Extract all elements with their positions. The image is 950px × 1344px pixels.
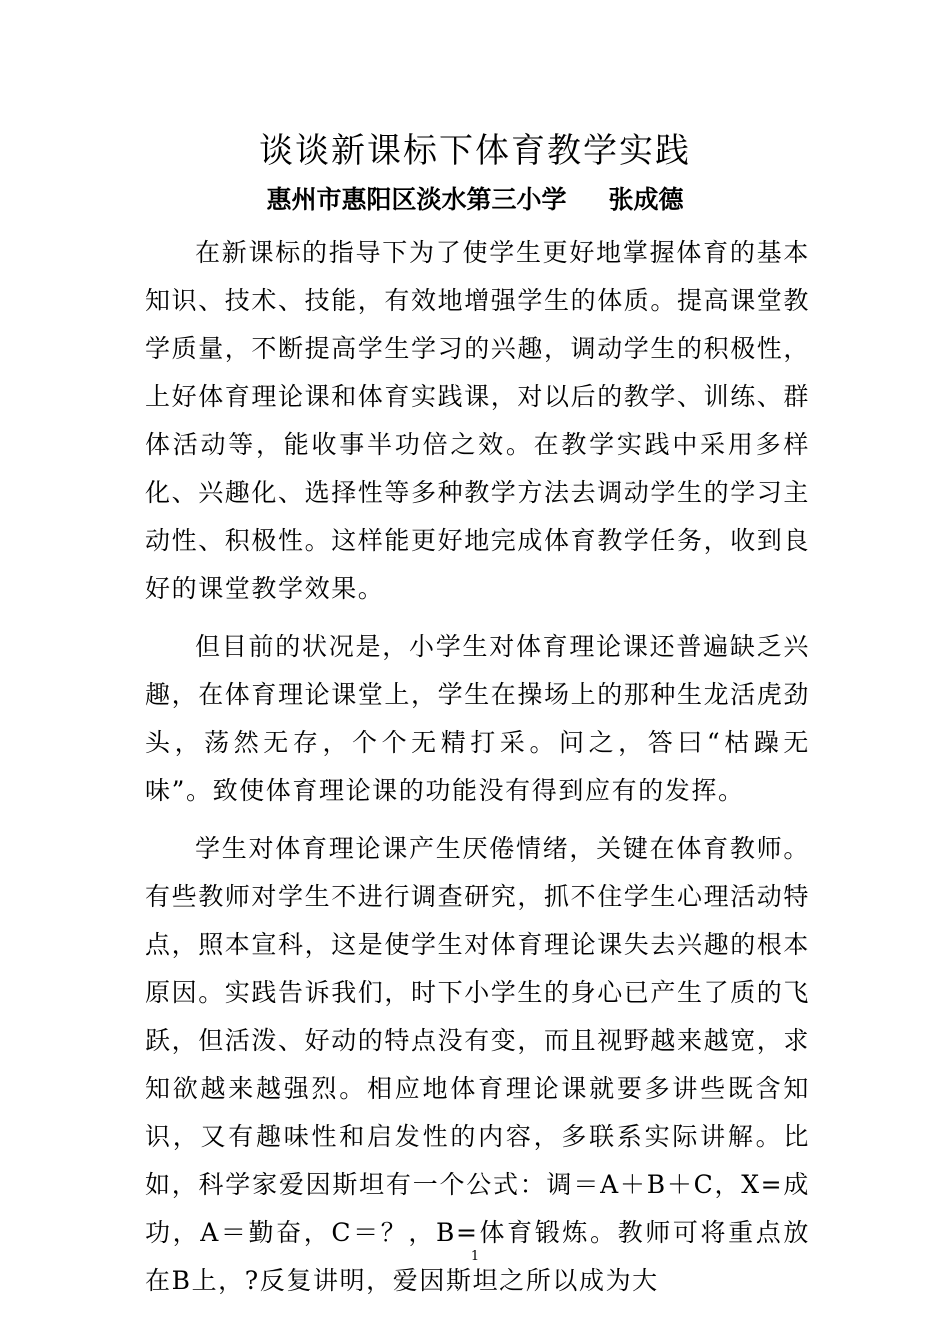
document-subtitle	[0, 180, 950, 220]
paragraph: 在新课标的指导下为了使学生更好地掌握体育的基本知识、技术、技能，有效地增强学生的体质。提高课堂教学质量，不断提高学生学习的兴趣，调动学生的积极性，上好体育理论课和体育实践课，对以后的教学、训练、群体活动等，能收事半功倍之效。在教学实践中采用多样化、兴趣化、选择性等多种教学方法去调动学生的学习主动性、积极性。这样能更好地完成体育教学任务，收到良好的课堂教学效果。	[145, 238, 811, 603]
document-body	[145, 229, 810, 1315]
page-number: 1	[470, 1249, 480, 1264]
author-name: 张成德	[608, 185, 684, 214]
school-name: 惠州市惠阳区淡水第三小学	[266, 185, 567, 214]
document-title: 谈谈新课标下体育教学实践	[259, 131, 691, 171]
paragraph: 但目前的状况是，小学生对体育理论课还普遍缺乏兴趣，在体育理论课堂上，学生在操场上的那种生龙活虎劲头，荡然无存，个个无精打采。问之，答曰“枯躁无味”。致使体育理论课的功能没有得到应有的发挥。	[145, 632, 811, 805]
paragraph: 学生对体育理论课产生厌倦情绪，关键在体育教师。有些教师对学生不进行调查研究，抓不住学生心理活动特点，照本宣科，这是使学生对体育理论课失去兴趣的根本原因。实践告诉我们，时下小学生的身心已产生了质的飞跃，但活泼、好动的特点没有变，而且视野越来越宽，求知欲越来越强烈。相应地体育理论课就要多讲些既含知识，又有趣味性和启发性的内容，多联系实际讲解。比如，科学家爱因斯坦有一个公式：调＝A＋B＋C，X=成功，A＝勤奋，C＝？，B=体育锻炼。教师可将重点放在B上，?反复讲明，爱因斯坦之所以成为大	[145, 834, 811, 1295]
